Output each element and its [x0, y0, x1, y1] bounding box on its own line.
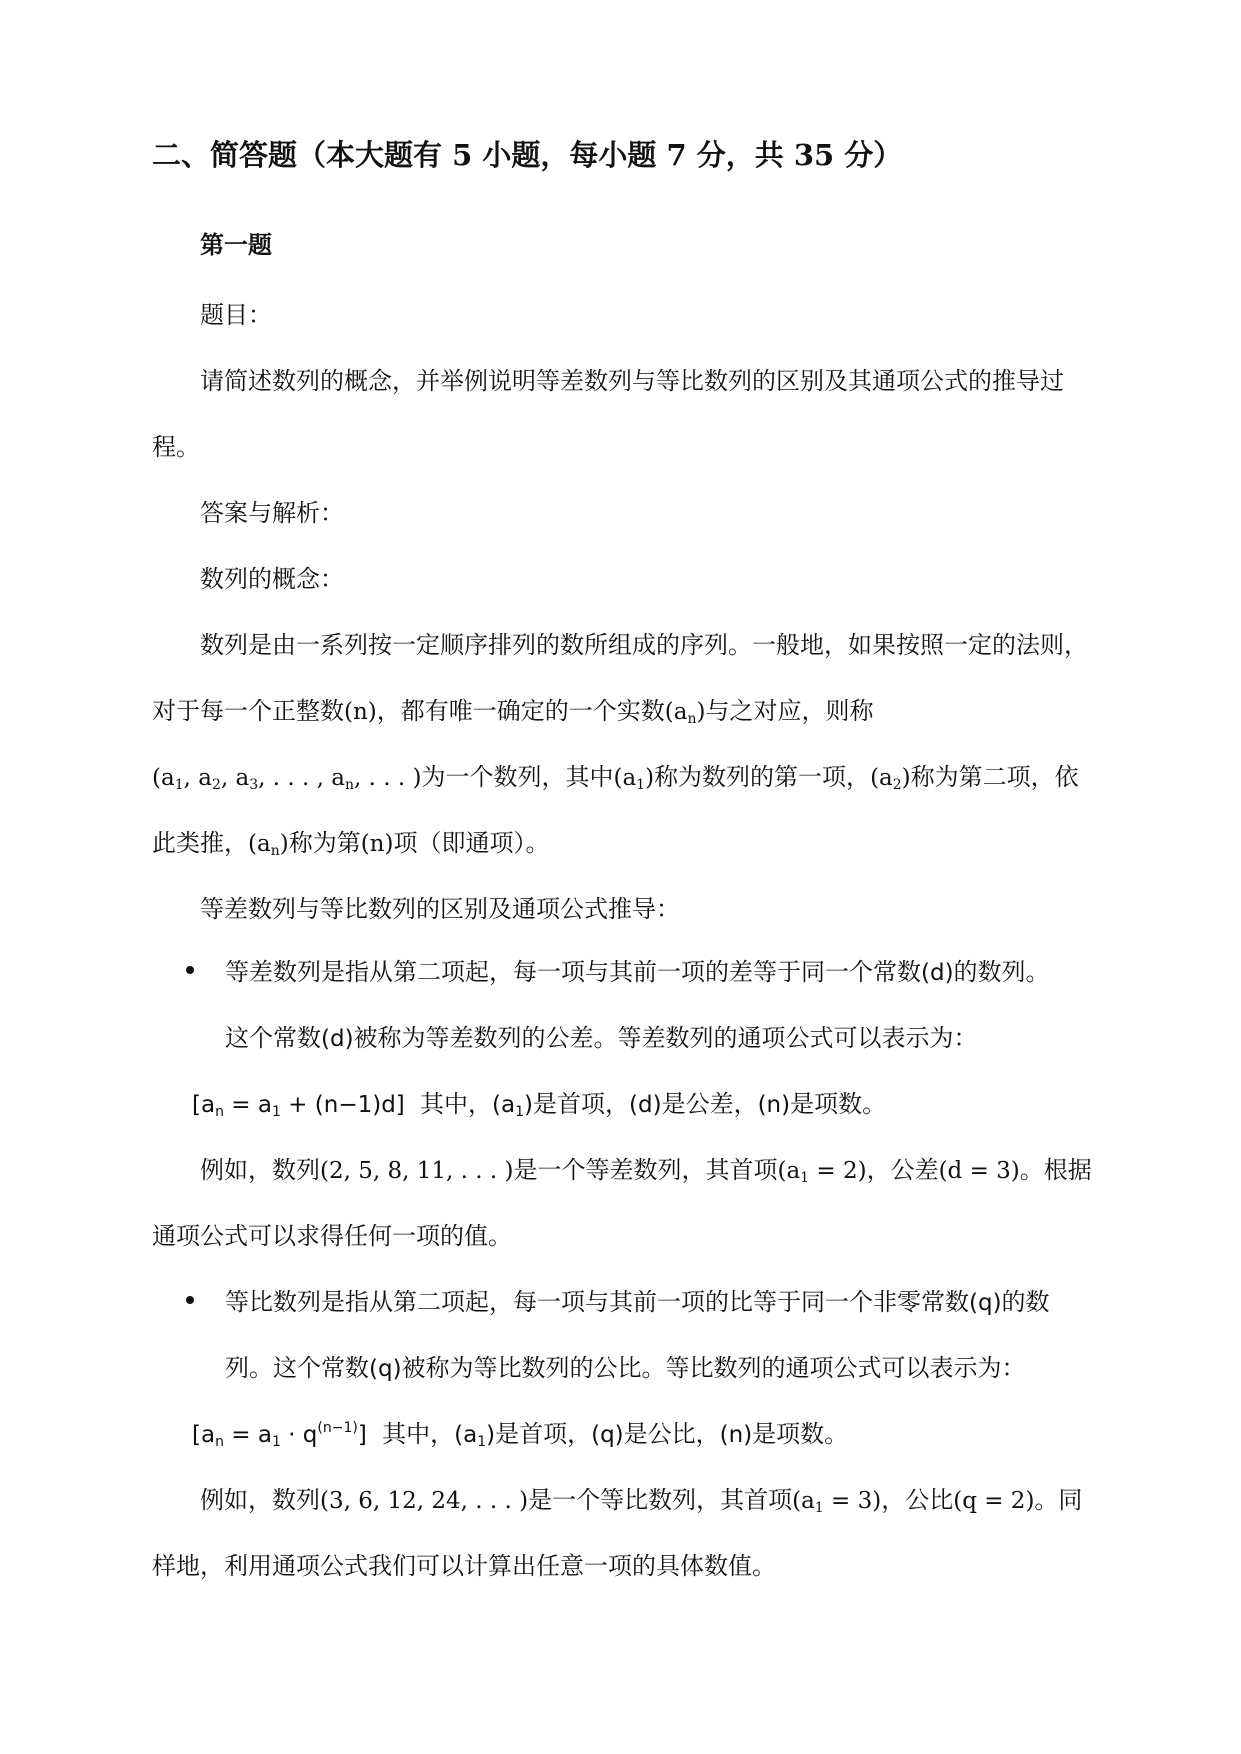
- text: 是一个等差数列，其首项: [513, 1156, 778, 1184]
- geo-def-line-2: [225, 1351, 1165, 1386]
- geo-formula: [192, 1422, 367, 1448]
- text: 此类推，: [152, 829, 248, 857]
- math-part: ]: [357, 1422, 367, 1448]
- text: 等比数列是指从第二项起，每一项与其前一项的比等于同一个非零常数: [225, 1288, 969, 1316]
- math-part: ): [901, 765, 911, 791]
- math-d-value: (d = 3): [938, 1158, 1020, 1184]
- math-d: (d): [321, 1026, 354, 1052]
- text: 是公差，: [661, 1090, 758, 1118]
- answer-label: 答案与解析：: [200, 499, 344, 527]
- math-part: (a: [152, 765, 175, 791]
- math-a1-value: [777, 1158, 866, 1184]
- math-q: (q): [369, 1356, 402, 1382]
- concept-heading: 数列的概念：: [200, 565, 344, 593]
- math-part: ): [486, 1422, 496, 1448]
- math-d: (d): [629, 1092, 662, 1118]
- geo-example-line-2: 样地，利用通项公式我们可以计算出任意一项的具体数值。: [152, 1552, 776, 1580]
- math-part: (a: [613, 765, 637, 791]
- arith-formula: [192, 1092, 405, 1118]
- math-a1: [454, 1422, 495, 1448]
- text: 是项数。: [790, 1090, 887, 1118]
- concept-line-1: 数列是由一系列按一定顺序排列的数所组成的序列。一般地，如果按照一定的法则，: [200, 631, 1088, 659]
- math-n: (n): [719, 1422, 753, 1448]
- math-sub: n: [215, 1434, 224, 1450]
- math-part: (a: [664, 699, 688, 725]
- text: 例如，数列: [200, 1156, 320, 1184]
- math-part: + (n−1)d]: [280, 1092, 405, 1118]
- math-n: (n): [757, 1092, 791, 1118]
- math-sub: 1: [814, 1500, 824, 1516]
- math-n: (n): [344, 699, 377, 725]
- text: 是公比，: [623, 1420, 720, 1448]
- math-sub: n: [344, 777, 354, 793]
- question-heading: 第一题: [200, 230, 272, 259]
- math-a2: [870, 765, 911, 791]
- math-q-value: (q = 2): [953, 1488, 1035, 1514]
- math-part: = 3): [823, 1488, 882, 1514]
- text: 与之对应，则称: [705, 697, 874, 725]
- math-part: , a: [220, 765, 250, 791]
- text: 这个常数: [225, 1024, 321, 1052]
- math-sup: (n−1): [317, 1420, 358, 1436]
- math-part: ): [696, 699, 706, 725]
- math-sub: 1: [636, 777, 646, 793]
- geo-def-line-1: [225, 1285, 1165, 1320]
- text: 称为第: [288, 829, 361, 857]
- arith-def-line-1: [225, 955, 1165, 990]
- arith-example-line-2: 通项公式可以求得任何一项的值。: [152, 1222, 512, 1250]
- bullet-icon: [186, 966, 194, 974]
- math-part: ): [645, 765, 655, 791]
- math-part: [a: [192, 1422, 216, 1448]
- text: 。同: [1034, 1486, 1083, 1514]
- math-sub: 1: [271, 1104, 281, 1120]
- text: ，公比: [881, 1486, 954, 1514]
- math-sub: 2: [211, 777, 221, 793]
- math-part: · q: [280, 1422, 318, 1448]
- math-part: [a: [192, 1092, 216, 1118]
- math-part: (a: [454, 1422, 478, 1448]
- difference-heading: 等差数列与等比数列的区别及通项公式推导：: [200, 895, 680, 923]
- text: 是项数。: [752, 1420, 849, 1448]
- math-part: (a: [777, 1158, 801, 1184]
- text: 列。这个常数: [225, 1354, 369, 1382]
- math-sub: 1: [515, 1104, 525, 1120]
- math-arith-seq: (2, 5, 8, 11, . . . ): [320, 1158, 514, 1184]
- arith-def-line-2: [225, 1021, 1165, 1056]
- math-sub: 3: [249, 777, 259, 793]
- text: 项（即通项）。: [393, 829, 550, 857]
- question-label: 题目：: [200, 301, 272, 329]
- text: 被称为等比数列的公比。等比数列的通项公式可以表示为：: [401, 1354, 1026, 1382]
- math-an: [665, 699, 706, 725]
- text: 。根据: [1019, 1156, 1092, 1184]
- math-part: = 2): [809, 1158, 867, 1184]
- text: 是一个等比数列，其首项: [528, 1486, 793, 1514]
- math-sub: n: [687, 711, 697, 727]
- text: 其中，: [420, 1090, 493, 1118]
- math-q: (q): [969, 1290, 1002, 1316]
- bullet-icon: [186, 1296, 194, 1304]
- math-a1: [613, 765, 654, 791]
- math-sub: n: [270, 843, 280, 859]
- arith-example-line-1: [200, 1153, 1140, 1188]
- math-part: = a: [223, 1092, 272, 1118]
- math-part: (a: [792, 1488, 815, 1514]
- math-sub: n: [215, 1104, 224, 1120]
- math-sub: 1: [174, 777, 184, 793]
- arith-formula-line: [192, 1087, 1132, 1122]
- math-part: (a: [870, 765, 893, 791]
- math-q: (q): [591, 1422, 624, 1448]
- math-part: ): [524, 1092, 534, 1118]
- text: 例如，数列: [200, 1486, 320, 1514]
- section-title: 二、简答题（本大题有 5 小题，每小题 7 分，共 35 分）: [152, 138, 903, 172]
- text: 是首项，: [533, 1090, 630, 1118]
- text: 其中，: [382, 1420, 455, 1448]
- text: 对于每一个正整数: [152, 697, 344, 725]
- text: 的数: [1001, 1288, 1050, 1316]
- geo-example-line-1: [200, 1483, 1140, 1518]
- concept-line-4: [152, 826, 1092, 861]
- math-sub: 1: [271, 1434, 281, 1450]
- text: 等差数列是指从第二项起，每一项与其前一项的差等于同一个常数: [225, 958, 921, 986]
- text: ，公差: [866, 1156, 939, 1184]
- text: 称为数列的第一项，: [654, 763, 871, 791]
- math-sub: 1: [477, 1434, 487, 1450]
- math-part: (a: [248, 831, 271, 857]
- math-part: , a: [183, 765, 212, 791]
- text: 的数列。: [953, 958, 1050, 986]
- text: 被称为等差数列的公差。等差数列的通项公式可以表示为：: [353, 1024, 978, 1052]
- concept-line-3: [152, 760, 1092, 795]
- math-n: (n): [360, 831, 394, 857]
- text: 为一个数列，其中: [421, 763, 614, 791]
- math-an: [248, 831, 289, 857]
- math-part: = a: [223, 1422, 272, 1448]
- math-part: ): [279, 831, 289, 857]
- math-sequence: [152, 765, 421, 791]
- math-sub: 2: [892, 777, 902, 793]
- text: 称为第二项，依: [910, 763, 1079, 791]
- question-text-line-1: 请简述数列的概念，并举例说明等差数列与等比数列的区别及其通项公式的推导过: [200, 367, 1064, 395]
- text: ，都有唯一确定的一个实数: [376, 697, 665, 725]
- math-d: (d): [921, 960, 954, 986]
- question-text-line-2: 程。: [152, 433, 200, 461]
- concept-line-2: [152, 694, 1092, 729]
- math-sub: 1: [800, 1170, 810, 1186]
- math-part: , . . . , a: [258, 765, 345, 791]
- geo-formula-line: [192, 1417, 1132, 1452]
- math-geo-seq: (3, 6, 12, 24, . . . ): [320, 1488, 529, 1514]
- math-a1: [492, 1092, 533, 1118]
- math-a1-value: [792, 1488, 881, 1514]
- math-part: (a: [492, 1092, 516, 1118]
- math-part: , . . . ): [354, 765, 422, 791]
- text: 是首项，: [495, 1420, 592, 1448]
